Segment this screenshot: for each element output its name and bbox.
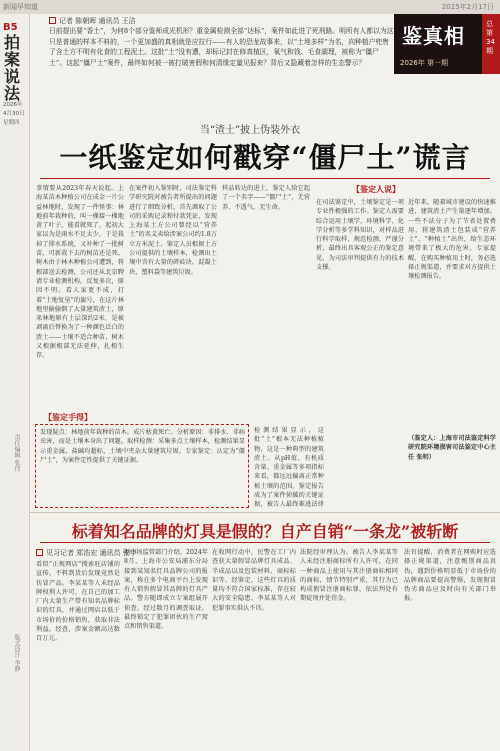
article1-col3: 样品转达的进土，鉴定人给它起了一个名字——“僵尸土”，无营养、不透气、无生命。 — [222, 185, 310, 211]
section-divider — [30, 512, 500, 513]
article1-byline: 记者 陈朝晖 通讯员 王洁 — [49, 16, 136, 26]
article1-headline: 一纸鉴定如何戳穿“僵尸土”谎言 — [59, 141, 471, 174]
designer-credit: 版式设计 李静 — [13, 634, 20, 672]
article2-col2: 据市场监管部门介绍，2024年8月，上海市公安局浦东分局接到某知名灯具品牌公司的报案，称在多个电商平台上发现有人销售假冒其品牌的灯具产品。警方随即成立专案组展开侦查，经过数月的调查取证，最终锁定了犯罪团伙的生产窝点和销售渠道。 — [124, 549, 208, 631]
article2-headline: 标着知名品牌的灯具是假的？自产自销“一条龙”被斩断 — [71, 522, 459, 541]
headline2-rule — [40, 542, 490, 543]
header-label: 新闻早知道 — [3, 3, 38, 11]
article1-credit: （鉴定人：上海市司法鉴定科学研究院环境损害司法鉴定中心主任 张明） — [408, 435, 496, 461]
article1-tag2: 【鉴定手得】 — [44, 412, 92, 422]
article1-col2: 在案件初入鉴别时，司法鉴定科学研究院对被告者所提出的问题进行了细致分析，首先调取了公司的采购记录和付款凭证，发现上海某土方公司曾经以“营养土”的名义卖给涉案公司约1.8万立方米泥土。鉴定人员根据土方公司提供的土壤样本，检测出土壤中含有大量的碎砖块、混凝土块、塑料袋等建筑垃圾。 — [129, 185, 217, 276]
article2-col5: 法官提醒，消费者在网购时应选择正规渠道，注意甄别商品真伪，遇到价格明显低于市场价的品牌商品要提高警惕，发现假冒伪劣商品应及时向有关部门举报。 — [404, 549, 496, 603]
headline-rule — [40, 178, 490, 179]
editor-credit: 责任编辑 张伟 — [13, 434, 20, 472]
article2-byline: 见习记者 郑浩宏 通讯员 张宇 — [36, 548, 137, 558]
article1-lede: 日前提出要“香土”，为何8个部分鉴师成光机形？重金属检测全部“达标”，案件如此进了死刑路。明所有人都以为这只是普通的样本不料的，一个更加盛的真相就是应拉行——有人的恐龙故事来，以“土地多样”为名，向种植户兜售了含土方不明有化食的工程泥土。这批“土”没有遭，却标记封在修真植区，氧气和钱、毛食湖理，被称为“僵尸土”。这起“僵尸土”案件，最终如何被一被打破害假和何清缘定量见报来？背后又隐藏着怎样的生态警示？ — [49, 27, 394, 67]
article2-col1: 看似“正规网店”搜索旺店铺的宣传，不料到货后发现竟然是仿冒产品。李某某等人未经品牌权利人许可，在自己的加工厂内大量生产带有知名品牌标识的灯具，并通过网店以低于市场价的价格销售，获取非法利益。经查，涉案金额高达数百万元。 — [36, 561, 120, 643]
section-title: 拍案说法 — [4, 33, 21, 103]
top-strip — [0, 0, 500, 14]
article1-summary: 发现疑点：林地前年栽种的苗木，成片枯黄死亡。分析原因：非排水、非病虫害，而是土壤本身出了问题。取样检测：采集多点土壤样本，检测结果显示重金属、盐碱均超标，土壤中夹杂大量建筑垃圾。专家鉴定：认定为“僵尸土”，为案件定性提供了关键证据。 — [40, 429, 245, 464]
article1-tag1: 【鉴定人说】 — [352, 184, 400, 194]
article2-col4: 法院经审理认为，被告人李某某等人未经注册商标所有人许可，在同一种商品上使用与其注册商标相同的商标，情节特别严重，其行为已构成假冒注册商标罪，依法判处有期徒刑并处罚金。 — [300, 549, 398, 603]
banner-title: 鉴真相 — [402, 24, 465, 48]
article1-col4: 在司法鉴定中，土壤鉴定是一项专业性极强的工作。鉴定人需要综合运用土壤学、环境科学、化学分析等多学科知识，对样品进行科学取样、规范检测、严谨分析，最终出具客观公正的鉴定意见，为司法审判提供有力的技术支撑。 — [316, 199, 404, 272]
article1-col5: 近年来，随着城市建设的快速推进，建筑渣土产生量逐年增加。一些不法分子为了节省处置费用，将建筑渣土包装成“营养土”、“种植土”出售，给生态环境带来了极大的危害。专家提醒，在购买种植用土时，务必选择正规渠道，并要求对方提供土壤检测报告。 — [408, 199, 496, 281]
issue-year: 2026年 — [3, 102, 23, 108]
article1-kicker: 当“渣土”披上伪装外衣 — [199, 125, 301, 136]
banner-period: 2026年 第一期 — [400, 59, 449, 67]
issue-weekday: 星期四 — [3, 120, 20, 126]
issue-date: 4月30日 — [3, 111, 25, 117]
banner-issue: 总第34期 — [482, 14, 500, 74]
header-date: 2025年2月17日 — [441, 3, 494, 11]
page-number: B5 — [3, 22, 18, 33]
article1-col1: 事情要从2023年春天说起。上海某苗木种植公司在成金一片公益林地时，发现了一件怪事：林地前年栽种的，叫一棵接一棵地黄了叶子，能看就死了，起初大家以为是雨水不足太少，于是栽掉了排水系统，又补种了一批树苗，可新栽下去的树苗还是死。树木由于林木种植公司遭到，将根部送去检测，公司还从北京聘请专业检测机构，反复多次，原因不明。看人家更不成，打着“土地复垦”的旗号，在这片林地里偷偷倒了大量建筑渣土，原来林地原有土层深约2米，是被剥离后替换为了一种颜色泛白的渣土——土壤不适合种苗，树木又根据根部无法延伸，扎根生存。 — [36, 185, 124, 360]
column-banner — [394, 14, 500, 74]
article1-col3b: 检测结果显示，这批“土”根本无法种植植物，这是一种典型的建筑渣土。从pH值、有机质含量、重金属等多项指标来看，都远远偏离正常种植土壤的范围。鉴定报告成为了案件侦破的关键证据，被告人最终难逃法律 — [254, 427, 324, 508]
article2-col3: 在收网行动中，民警在工厂内查获大量假冒品牌灯具成品、半成品以及包装材料、商标标识等。经鉴定，这些灯具的质量均不符合国家标准，存在较大的安全隐患。李某某等人对犯罪事实供认不讳。 — [212, 549, 296, 612]
